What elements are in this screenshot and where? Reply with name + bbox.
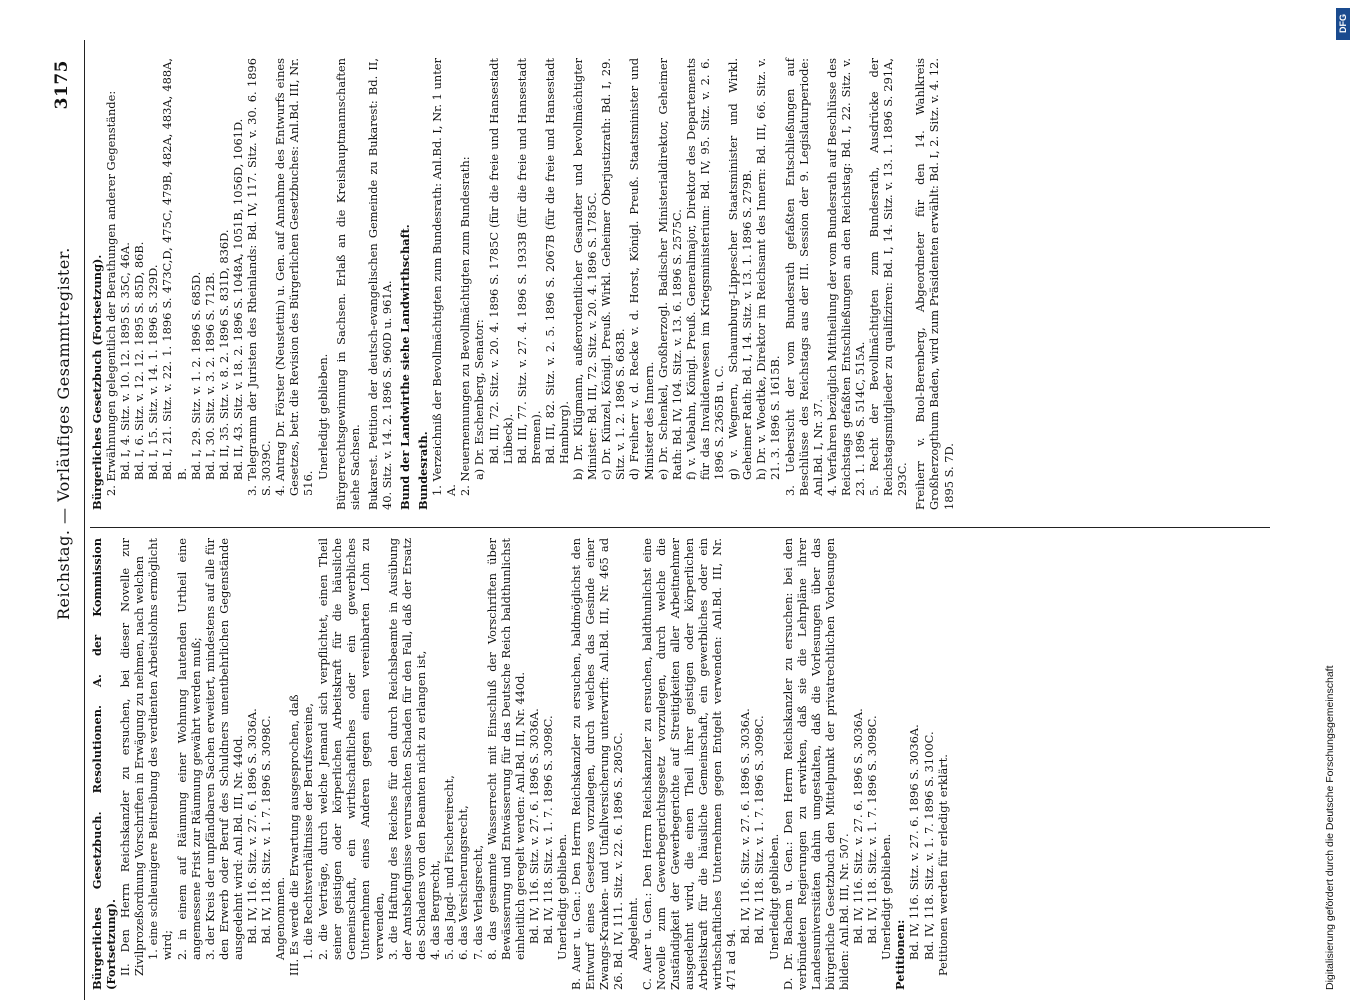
entry-line: Bd. I, 15. Sitz. v. 14. 1. 1896 S. 329D. xyxy=(146,264,161,480)
entry-line: e) Dr. Schenkel, Großherzogl. Badischer Ministerialdirektor, Geheimer Rath: Bd. IV, 104. Sitz. v. 13. 6. 1896 S. 2575C. xyxy=(655,58,684,480)
entry-line: f) v. Viebahn, Königl. Preuß. Generalmajor, Direktor des Departements für das Invalidenwesen im Kriegsministerium: Bd. IV, 95. Sitz. v. 2. 6. 1896 S. 2365B u. C. xyxy=(683,58,727,480)
entry-line: Bd. IV, 116. Sitz. v. 27. 6. 1896 S. 3036A. xyxy=(851,708,866,944)
entry-line: Bd. III, 72. Sitz. v. 20. 4. 1896 S. 1785C (für die freie und Hansestadt Lübeck). xyxy=(486,58,515,464)
entry-line: 6. das Versicherungsrecht, xyxy=(456,805,471,960)
entry-line: Bd. II, 43. Sitz. v. 18. 2. 1896 S. 1048A, 1051B, 1056D, 1061D. xyxy=(230,118,245,480)
entry-line: Bd. IV, 116. Sitz. v. 27. 6. 1896 S. 3036A. xyxy=(526,708,541,944)
entry-line: 1. eine schleunigere Beitreibung des verdienten Arbeitslohns ermöglicht wird; xyxy=(146,538,175,960)
entry-line: Bd. IV, 118. Sitz. v. 1. 7. 1896 S. 3098C. xyxy=(752,715,767,944)
entry-line: 2. in einem auf Räumung einer Wohnung lautenden Urtheil eine angemessene Frist zur Räumung gewährt werden muß; xyxy=(174,538,203,960)
entry-line: Bd. I, 21. Sitz. v. 22. 1. 1896 S. 473C,D, 475C, 479B, 482A, 483A, 488A, B. xyxy=(160,58,189,480)
entry-line: Unerledigt geblieben. xyxy=(315,353,330,480)
left-column xyxy=(90,538,950,990)
entry-line: a) Dr. Eschenberg, Senator: xyxy=(472,319,487,480)
entry-line: B. Auer u. Gen.: Den Herrn Reichskanzler zu ersuchen, baldmöglichst den Entwurf eines Gesetzes vorzulegen, durch welches das Gesinde einer Zwangs-Kranken- und Unfallversicherung unterwirft: Anl.Bd. III, Nr. 465 ad 26. Bd. IV, 111. Sitz. v. 22. 6. 1896 S. 2805C. xyxy=(569,538,626,990)
entry-line: 4. Verfahren bezüglich Mittheilung der vom Bundesrath auf Beschlüsse des Reichstags gefaßten Entschließungen an den Reichstag: Bd. I, 22. Sitz. v. 23. 1. 1896 S. 514C, 515A. xyxy=(824,58,867,496)
entry-line: 3. der Kreis der unpfändbaren Sachen erweitert, mindestens auf alle für den Erwerb oder Beruf des Schuldners unentbehrlichen Gegenstände ausgedehnt wird: Anl.Bd. III, Nr. 440d. xyxy=(202,538,245,960)
entry-line: 5. Recht der Bevollmächtigten zum Bundesrath, Ausdrücke der Reichstagsmitglieder zu qualifiziren: Bd. I, 14. Sitz. v. 13. 1. 1896 S. 291A, 293C. xyxy=(867,58,910,496)
entry-line: D. Dr. Bachem u. Gen.: Den Herrn Reichskanzler zu ersuchen: bei den verbündeten Regierungen zu erwirken, daß sie die Lehrpläne ihrer Landesuniversitäten dahin umgestalten, daß die Vorlesungen über das bürgerliche Gesetzbuch den Mittelpunkt der privatrechtlichen Vorlesungen bilden: Anl.Bd. III, Nr. 507. xyxy=(780,538,851,990)
page-number: 3175 xyxy=(52,60,72,110)
entry-line: 4. das Bergrecht, xyxy=(428,860,443,960)
entry-line: Bürgerrechtsgewinnung in Sachsen. Erlaß an die Kreishauptmannschaften siehe Sachsen. xyxy=(333,58,362,510)
entry-line: 7. das Verlagsrecht, xyxy=(470,844,485,960)
entry-line: Bd. IV, 118. Sitz. v. 1. 7. 1896 S. 3100C. xyxy=(921,731,936,960)
entry-line: 2. Erwähnungen gelegentlich der Berathungen anderer Gegenstände: xyxy=(104,90,119,496)
entry-line: 8. das gesammte Wasserrecht mit Einschluß der Vorschriften über Bewässerung und Entwässerung für das Deutsche Reich baldthunlichst einheitlich geregelt werden: Anl.Bd. III, Nr. 440d. xyxy=(484,538,527,960)
entry-line: Bd. I, 4. Sitz. v. 10. 12. 1895 S. 35C, 46A. xyxy=(118,242,133,480)
entry-line: III. Es werde die Erwartung ausgesprochen, daß xyxy=(287,694,302,976)
entry-line: Unerledigt geblieben. xyxy=(879,833,894,960)
entry-line: Bd. I, 6. Sitz. v. 12. 12. 1895 S. 85D, 86B. xyxy=(132,241,147,480)
right-column xyxy=(90,58,956,510)
entry-line: c) Dr. Künzel, Königl. Preuß. Wirkl. Geheimer Oberjustizrath: Bd. I, 29. Sitz. v. 1. 2. 1896 S. 683B. xyxy=(599,58,628,480)
entry-line: 3. die Haftung des Reiches für den durch Reichsbeamte in Ausübung der Amtsbefugnisse verursachten Schaden für den Fall, daß der Ersatz des Schadens von den Beamten nicht zu erlangen ist, xyxy=(385,538,429,960)
entry-line: Bürgerliches Gesetzbuch. Resolutionen. A. der Kommission (Fortsetzung). xyxy=(90,538,119,990)
entry-line: Bürgerliches Gesetzbuch (Fortsetzung). xyxy=(90,254,104,510)
entry-line: Bd. I, 30. Sitz. v. 3. 2. 1896 S. 712B. xyxy=(202,272,217,480)
running-title: Reichstag. — Vorläufiges Gesammtregister. xyxy=(54,247,73,620)
entry-line: Unerledigt geblieben. xyxy=(766,833,781,960)
entry-line: 4. Antrag Dr. Förster (Neustettin) u. Gen. auf Annahme des Entwurfs eines Gesetzes, betr. die Revision des Bürgerlichen Gesetzbuches: Anl.Bd. III, Nr. 516. xyxy=(273,58,316,496)
entry-line: Freiherr v. Buol-Berenberg, Abgeordneter für den 14. Wahlkreis Großherzogthum Baden, wird zum Präsidenten erwählt: Bd. I, 2. Sitz. v. 4. 12. 1895 S. 7D. xyxy=(913,58,956,510)
entry-line: 3. Uebersicht der vom Bundesrath gefaßten Entschließungen auf Beschlüsse des Reichstags aus der III. Session der 9. Legislaturperiode: Anl.Bd. I, Nr. 37. xyxy=(782,58,825,496)
entry-line: Bd. II, 35. Sitz. v. 8. 2. 1896 S. 831D, 836D. xyxy=(216,229,231,480)
entry-line: Bd. III, 82. Sitz. v. 2. 5. 1896 S. 2067B (für die freie und Hansestadt Hamburg). xyxy=(542,58,571,464)
entry-line: 2. die Verträge, durch welche Jemand sich verpflichtet, einen Theil seiner geistigen oder körperlichen Arbeitskraft für die häusliche Gemeinschaft, ein wirthschaftliches oder ein gewerbliches Unternehmen eines Anderen gegen einen vereinbarten Lohn zu verwenden, xyxy=(315,538,386,960)
entry-line: Bd. IV, 116. Sitz. v. 27. 6. 1896 S. 3036A. xyxy=(245,708,260,944)
entry-line: Bd. IV, 118. Sitz. v. 1. 7. 1896 S. 3098C. xyxy=(865,715,880,944)
entry-line: Abgelehnt. xyxy=(625,897,640,960)
entry-line: Bd. III, 77. Sitz. v. 27. 4. 1896 S. 1933B (für die freie und Hansestadt Bremen). xyxy=(514,58,543,464)
entry-line: 1. Verzeichniß der Bevollmächtigten zum Bundesrath: Anl.Bd. I, Nr. 1 unter A. xyxy=(430,58,459,496)
digitization-credit: Digitalisierung gefördert durch die Deutsche Forschungsgemeinschaft xyxy=(1324,665,1336,990)
column-divider xyxy=(90,527,1270,528)
entry-line: 2. Neuernennungen zu Bevollmächtigten zum Bundesrath: xyxy=(458,156,473,496)
entry-line: Petitionen werden für erledigt erklärt. xyxy=(935,754,950,976)
entry-line: Bd. IV, 116. Sitz. v. 27. 6. 1896 S. 3036A. xyxy=(738,708,753,944)
entry-line: b) Dr. Klügmann, außerordentlicher Gesandter und bevollmächtigter Minister: Bd. III, 72. Sitz. v. 20. 4. 1896 S. 1785C. xyxy=(571,58,600,480)
entry-line: Bundesrath. xyxy=(416,431,431,510)
entry-line: C. Auer u. Gen.: Den Herrn Reichskanzler zu ersuchen, baldthunlichst eine Novelle zum Gewerbegerichtsgesetz vorzulegen, durch welche die Zuständigkeit der Gewerbegerichte auf Streitigkeiten aller Arbeitnehmer ausgedehnt wird, die einen Theil ihrer geistigen oder körperlichen Arbeitskraft für die häusliche Gemeinschaft, ein gewerbliches oder ein wirthschaftliches Unternehmen gegen Entgelt verwenden: Anl.Bd. III, Nr. 471 ad 94. xyxy=(639,538,739,990)
entry-line: Bd. I, 29. Sitz. v. 1. 2. 1896 S. 685D. xyxy=(188,271,203,480)
entry-line: II. Den Herrn Reichskanzler zu ersuchen, bei dieser Novelle zur Zivilprozeßordnung Vorschriften in Erwägung zu nehmen, nach welchen xyxy=(118,538,147,976)
entry-line: Unerledigt geblieben. xyxy=(555,833,570,960)
entry-line: Bd. IV, 116. Sitz. v. 27. 6. 1896 S. 3036A. xyxy=(907,724,922,960)
entry-line: Bd. IV, 118. Sitz. v. 1. 7. 1896 S. 3098C. xyxy=(259,715,274,944)
entry-line: Bd. IV, 118. Sitz. v. 1. 7. 1896 S. 3098C. xyxy=(541,715,555,944)
entry-line: 1. die Rechtsverhältnisse der Berufsvereine, xyxy=(301,703,316,960)
entry-line: h) Dr. v. Woedtke, Direktor im Reichsamt des Innern: Bd. III, 66. Sitz. v. 21. 3. 1896 S. 1615B. xyxy=(754,58,783,480)
running-head xyxy=(50,40,80,1000)
entry-line: 5. das Jagd- und Fischereirecht, xyxy=(442,775,457,960)
entry-line: Angenommen. xyxy=(273,876,288,960)
rotated-page xyxy=(50,40,1280,1000)
entry-line: Petitionen: xyxy=(893,919,908,990)
dfg-logo: DFG xyxy=(1336,8,1350,40)
entry-line: 3. Telegramm der Juristen des Rheinlands: Bd. IV, 117. Sitz. v. 30. 6. 1896 S. 3039C. xyxy=(245,58,274,496)
entry-line: d) Freiherr v. d. Recke v. d. Horst, Königl. Preuß. Staatsminister und Minister des Innern. xyxy=(627,58,656,480)
entry-line: Bund der Landwirthe siehe Landwirthschaft. xyxy=(397,224,412,510)
header-rule xyxy=(84,40,85,1000)
entry-line: g) v. Wegnern, Schaumburg-Lippescher Staatsminister und Wirkl. Geheimer Rath: Bd. I, 14. Sitz. v. 13. 1. 1896 S. 279B. xyxy=(726,58,755,480)
entry-line: Bukarest. Petition der deutsch-evangelischen Gemeinde zu Bukarest: Bd. II, 40. Sitz. v. 14. 2. 1896 S. 960D u. 961A. xyxy=(365,58,394,510)
